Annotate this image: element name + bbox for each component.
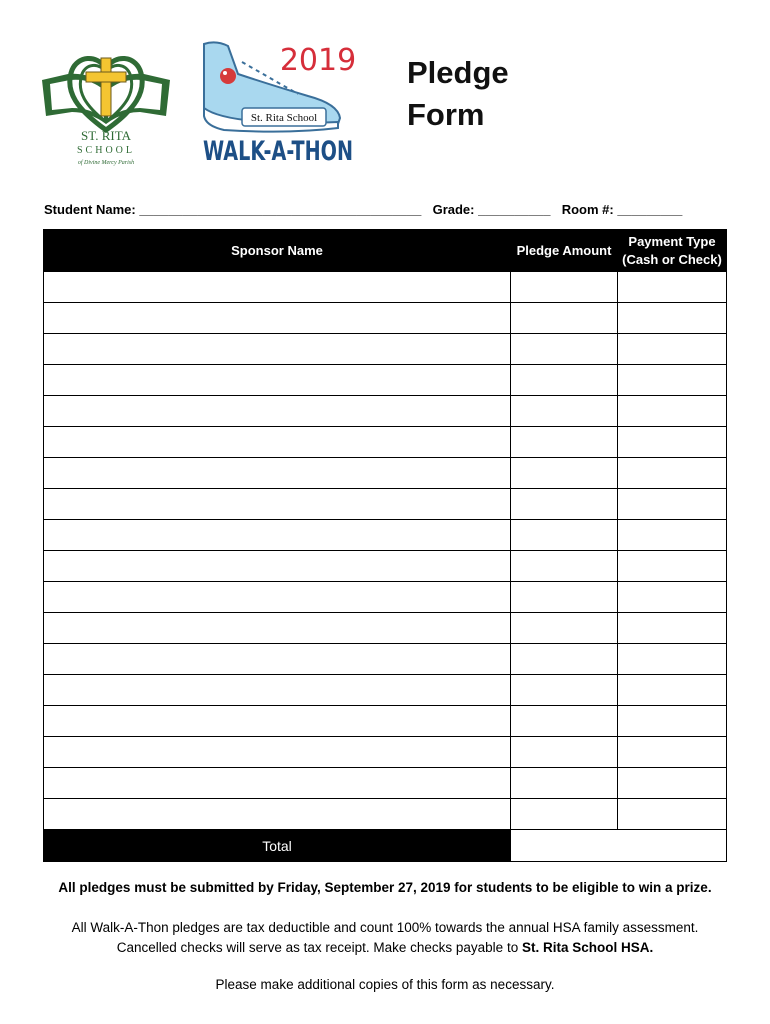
sponsor-name-cell[interactable] [44,427,511,458]
pledge-amount-cell[interactable] [511,489,618,520]
payment-type-cell[interactable] [618,427,727,458]
payment-type-cell[interactable] [618,396,727,427]
sponsor-name-cell[interactable] [44,520,511,551]
sponsor-name-cell[interactable] [44,799,511,830]
pledge-amount-cell[interactable] [511,427,618,458]
table-row [44,799,727,830]
pledge-amount-cell[interactable] [511,551,618,582]
table-header-row [44,230,727,272]
table-row [44,768,727,799]
pledge-amount-cell[interactable] [511,520,618,551]
table-row [44,365,727,396]
sponsor-name-cell[interactable] [44,613,511,644]
payee-name: St. Rita School HSA. [521,940,654,955]
payment-type-header [618,230,727,272]
st-rita-school-logo [38,40,174,170]
student-info-line [44,202,726,217]
pledge-amount-cell[interactable] [511,644,618,675]
pledge-amount-cell[interactable] [511,458,618,489]
page-title-line2: Form [407,97,485,132]
payment-type-cell[interactable] [618,365,727,396]
payment-type-cell[interactable] [618,551,727,582]
table-row [44,458,727,489]
sponsor-name-cell[interactable] [44,768,511,799]
pledge-amount-cell[interactable] [511,582,618,613]
payment-type-cell[interactable] [618,675,727,706]
payment-type-header-line1: Payment Type [628,233,716,249]
table-row [44,737,727,768]
payment-type-cell[interactable] [618,768,727,799]
school-logo-tagline: of Divine Mercy Parish [77,160,135,166]
payment-type-cell[interactable] [618,737,727,768]
walk-a-thon-logo [198,38,358,166]
table-row [44,272,727,303]
payment-type-cell[interactable] [618,582,727,613]
table-row [44,613,727,644]
grade-field[interactable]: __________ [478,202,551,217]
sponsor-name-cell[interactable] [44,551,511,582]
student-name-label: Student Name: [44,202,136,217]
payment-type-cell[interactable] [618,799,727,830]
copies-notice: Please make additional copies of this form as necessary. [215,977,555,992]
sponsor-name-cell[interactable] [44,458,511,489]
room-field[interactable]: _________ [617,202,683,217]
pledge-amount-cell[interactable] [511,613,618,644]
pledge-amount-cell[interactable] [511,334,618,365]
payment-type-cell[interactable] [618,613,727,644]
sponsor-name-cell[interactable] [44,582,511,613]
deadline-notice: All pledges must be submitted by Friday, September 27, 2019 for students to be eligible to win a prize. [58,880,712,895]
pledge-amount-cell[interactable] [511,768,618,799]
table-row [44,551,727,582]
event-year: 2019 [279,43,357,78]
tax-notice-line2-text: Cancelled checks will serve as tax receipt. Make checks payable to [116,940,522,955]
total-amount-field[interactable] [511,830,727,862]
payment-type-cell[interactable] [618,303,727,334]
sponsor-name-cell[interactable] [44,644,511,675]
sponsor-name-cell[interactable] [44,272,511,303]
sponsor-name-cell[interactable] [44,303,511,334]
sponsor-name-cell[interactable] [44,706,511,737]
student-name-field[interactable]: _______________________________________ [139,202,422,217]
pledge-amount-cell[interactable] [511,303,618,334]
school-logo-line1: ST. RITA [81,128,131,143]
table-row [44,489,727,520]
total-label: Total [44,830,511,862]
event-name: WALK-A-THON [203,136,353,167]
event-school-label: St. Rita School [250,112,318,124]
pledge-amount-cell[interactable] [511,675,618,706]
table-row [44,334,727,365]
payment-type-cell[interactable] [618,644,727,675]
sponsor-name-cell[interactable] [44,396,511,427]
sponsor-name-cell[interactable] [44,737,511,768]
table-row [44,427,727,458]
page-title [407,52,509,136]
pledge-amount-cell[interactable] [511,365,618,396]
payment-type-cell[interactable] [618,520,727,551]
total-row [44,830,727,862]
table-row [44,644,727,675]
pledge-amount-cell[interactable] [511,799,618,830]
pledge-amount-cell[interactable] [511,272,618,303]
pledge-amount-header: Pledge Amount [511,230,618,272]
sponsor-name-header: Sponsor Name [44,230,511,272]
payment-type-header-line2: (Cash or Check) [622,251,722,267]
room-label: Room #: [561,202,614,217]
sponsor-name-cell[interactable] [44,489,511,520]
grade-label: Grade: [432,202,475,217]
tax-notice-line2 [0,938,770,958]
sponsor-name-cell[interactable] [44,675,511,706]
table-row [44,675,727,706]
tax-notice-line1: All Walk-A-Thon pledges are tax deductible and count 100% towards the annual HSA family assessment. [71,920,699,935]
pledge-table-body [44,272,727,830]
page-title-line1: Pledge [407,55,509,90]
table-row [44,582,727,613]
tax-notice [0,918,770,958]
payment-type-cell[interactable] [618,489,727,520]
payment-type-cell[interactable] [618,334,727,365]
sponsor-name-cell[interactable] [44,365,511,396]
pledge-table [43,229,727,862]
payment-type-cell[interactable] [618,706,727,737]
table-row [44,706,727,737]
pledge-amount-cell[interactable] [511,396,618,427]
payment-type-cell[interactable] [618,272,727,303]
pledge-amount-cell[interactable] [511,737,618,768]
school-logo-line2: SCHOOL [76,145,136,156]
table-row [44,303,727,334]
payment-type-cell[interactable] [618,458,727,489]
table-row [44,520,727,551]
pledge-amount-cell[interactable] [511,706,618,737]
sponsor-name-cell[interactable] [44,334,511,365]
table-row [44,396,727,427]
